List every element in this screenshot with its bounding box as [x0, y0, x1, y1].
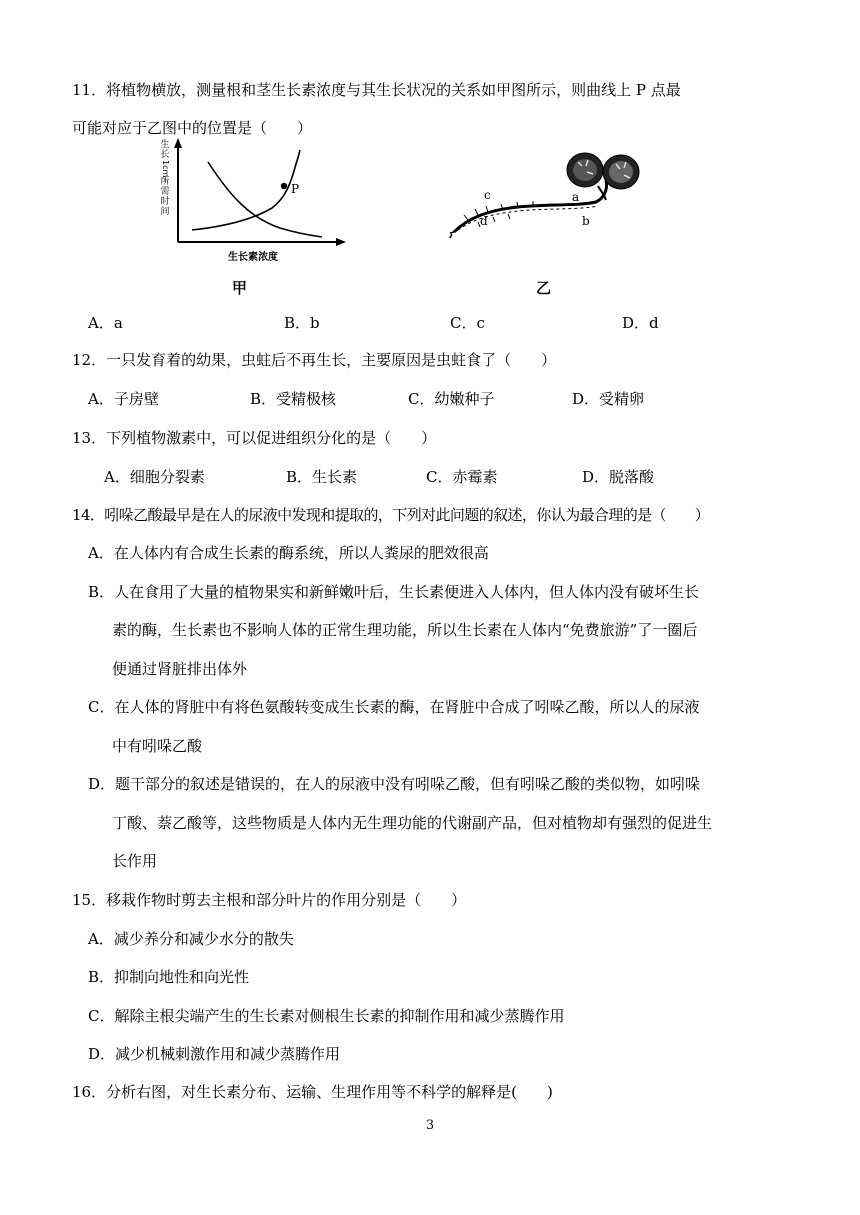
q14-option-b-line3: 便通过肾脏排出体外 [112, 660, 248, 678]
q13-option-d: D．脱落酸 [582, 468, 655, 486]
q13-option-c: C．赤霉素 [426, 468, 498, 486]
q12-option-d: D．受精卵 [572, 390, 645, 408]
q16-stem: 16．分析右图，对生长素分布、运输、生理作用等不科学的解释是( ) [72, 1083, 553, 1101]
q14-stem: 14．吲哚乙酸最早是在人的尿液中发现和提取的，下列对此问题的叙述，你认为最合理的是（ ） [72, 506, 710, 524]
q11-option-d: D．d [622, 314, 659, 332]
figure-jia-caption: 甲 [232, 279, 248, 297]
q13-option-b: B．生长素 [286, 468, 358, 486]
label-d: d [480, 214, 488, 228]
q14-option-c-line1: C．在人体的肾脏中有将色氨酸转变成生长素的酶，在肾脏中合成了吲哚乙酸，所以人的尿液 [88, 698, 700, 716]
q15-option-c: C．解除主根尖端产生的生长素对侧根生长素的抑制作用和减少蒸腾作用 [88, 1007, 565, 1025]
curve-decreasing [208, 162, 322, 237]
point-p-label: P [291, 182, 300, 196]
q14-option-a: A．在人体内有合成生长素的酶系统，所以人粪尿的肥效很高 [88, 544, 489, 562]
page-number: 3 [425, 1118, 435, 1133]
figure-jia-graph [150, 136, 350, 306]
q15-stem: 15．移栽作物时剪去主根和部分叶片的作用分别是（ ） [72, 891, 467, 909]
q15-option-d: D．减少机械刺激作用和减少蒸腾作用 [88, 1045, 341, 1063]
figure-yi-caption: 乙 [536, 279, 552, 297]
q11-stem-line1: 11．将植物横放，测量根和茎生长素浓度与其生长状况的关系如甲图所示，则曲线上 P 点最 [72, 81, 681, 99]
figure-jia-ylabel: 生 长 1cm 所 需 时 间 [160, 140, 170, 218]
q13-stem: 13．下列植物激素中，可以促进组织分化的是（ ） [72, 429, 437, 447]
figure-jia [150, 136, 350, 306]
q12-option-a: A．子房壁 [88, 390, 159, 408]
figure-jia-xlabel: 生长素浓度 [228, 252, 278, 263]
q12-stem: 12．一只发育着的幼果，虫蛀后不再生长，主要原因是虫蛀食了（ ） [72, 351, 557, 369]
figure-yi-seedling [448, 150, 668, 250]
q14-option-b-line2: 素的酶，生长素也不影响人体的正常生理功能，所以生长素在人体内“免费旅游”了一圈后 [112, 621, 698, 639]
q11-stem-line2: 可能对应于乙图中的位置是（ ） [72, 119, 313, 137]
q14-option-d-line1: D．题干部分的叙述是错误的，在人的尿液中没有吲哚乙酸，但有吲哚乙酸的类似物，如吲哚 [88, 775, 701, 793]
q11-option-c: C．c [450, 314, 485, 332]
q15-option-b: B．抑制向地性和向光性 [88, 968, 250, 986]
q11-option-a: A．a [88, 314, 123, 332]
q12-option-c: C．幼嫩种子 [408, 390, 495, 408]
q12-option-b: B．受精极核 [250, 390, 337, 408]
label-c: c [484, 188, 491, 202]
q13-option-a: A．细胞分裂素 [104, 468, 205, 486]
label-b: b [582, 214, 590, 228]
point-p [281, 183, 287, 189]
q14-option-c-line2: 中有吲哚乙酸 [112, 737, 203, 755]
q15-option-a: A．减少养分和减少水分的散失 [88, 930, 294, 948]
figure-yi [448, 150, 668, 250]
q11-option-b: B．b [284, 314, 320, 332]
q14-option-b-line1: B．人在食用了大量的植物果实和新鲜嫩叶后，生长素便进入人体内，但人体内没有破坏生长 [88, 583, 700, 601]
q14-option-d-line2: 丁酸、萘乙酸等，这些物质是人体内无生理功能的代谢副产品，但对植物却有强烈的促进生 [112, 814, 713, 832]
label-a: a [572, 190, 580, 204]
q14-option-d-line3: 长作用 [112, 852, 158, 870]
